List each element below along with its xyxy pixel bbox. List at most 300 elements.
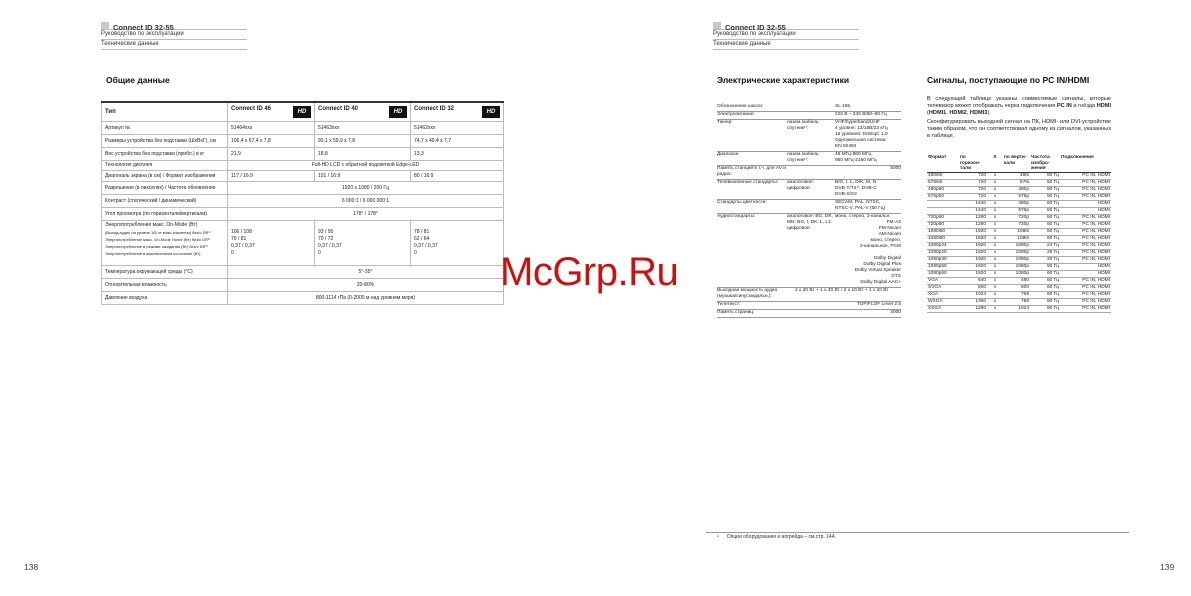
signals-row [927, 186, 1111, 193]
signals-cell: x [987, 172, 1003, 179]
signals-cell: x [987, 298, 1003, 305]
signals-cell: PC IN, HDMI [1060, 235, 1111, 242]
column-header-model [228, 102, 315, 122]
signals-cell: 1280 [959, 221, 987, 228]
signals-connector-name: HDMI3 [969, 110, 988, 116]
signals-cell: 1080p [1003, 270, 1030, 277]
row-value-line: 106 / 108 [231, 229, 252, 235]
signals-cell: 720p60 [927, 221, 959, 228]
signals-cell [927, 200, 959, 207]
row-value-line: 0 [318, 250, 321, 256]
signals-cell: HDMI [1060, 263, 1111, 270]
electrical-value-line: B/G, I, L, D/K, M, N [835, 180, 877, 185]
column-header-label: Тип [105, 108, 116, 115]
row-value: 51462xxx [411, 122, 504, 135]
signals-cell [927, 207, 959, 214]
signals-cell: 720 [959, 193, 987, 200]
row-value-span: 800-1114 гПа (0-2000 м над уровнем моря) [228, 292, 504, 305]
electrical-value-line: SECAM, PAL, NTSC, [835, 200, 881, 205]
signals-cell: x [987, 235, 1003, 242]
electrical-label: Аудиостандарты: [717, 214, 756, 219]
electrical-value [835, 310, 901, 316]
electrical-value-line: 2 x 20 Вт + 1 x 40 Вт / 2 x 10 Вт + 1 x 20 Вт [795, 288, 889, 293]
table-row [102, 279, 504, 292]
signals-row [927, 284, 1111, 291]
signals-cell: 50 Гц [1030, 193, 1060, 200]
row-value [411, 221, 504, 266]
electrical-value-line: Dolby Virtual Speaker [854, 268, 901, 273]
table-row [102, 182, 504, 195]
footnote-text: Опции оборудования и апгрейда – см.стр. 144. [726, 534, 836, 540]
signals-row [927, 242, 1111, 249]
electrical-value-line: EN 50494 [835, 144, 857, 149]
row-value-line: 62 / 64 [414, 236, 430, 242]
electrical-label: Обозначение шасси: [717, 104, 764, 109]
signals-text: , [946, 110, 950, 116]
signals-cell: 720p [1003, 221, 1030, 228]
row-value-span: 1920 x 1080 / 200 Гц [228, 182, 504, 195]
signals-cell: 1280 [959, 214, 987, 221]
electrical-value-line: Одножильная система: [835, 138, 887, 143]
footnote [717, 534, 836, 540]
signals-cell: 1360 [959, 298, 987, 305]
electrical-value-line: моно, стерео, 2-канальн. [835, 214, 891, 219]
signals-cell: 50 Гц [1030, 214, 1060, 221]
signals-cell: 720p50 [927, 214, 959, 221]
signals-cell: 480 [1003, 277, 1030, 284]
signals-cell: 1024 [959, 291, 987, 298]
electrical-label: Выходная мощность аудио (музыка/синусоидальн.): [717, 288, 778, 299]
row-value: 74,7 x 49,4 x 7,7 [411, 135, 504, 148]
signals-cell: 576p [1003, 207, 1030, 214]
electrical-value [835, 104, 901, 110]
signals-cell: 720p [1003, 214, 1030, 221]
row-value-span: 178° / 178° [228, 208, 504, 221]
row-label: Относительная влажность [102, 279, 228, 292]
signals-cell: 480p [1003, 186, 1030, 193]
general-data-table [101, 101, 504, 305]
signals-cell: PC IN, HDMI [1060, 179, 1111, 186]
signals-row [927, 256, 1111, 263]
signals-row [927, 305, 1111, 312]
row-value: 117 / 16:9 [228, 171, 315, 182]
signals-cell: x [987, 242, 1003, 249]
electrical-value-line: моно, стерео, [870, 238, 901, 243]
row-value-line [231, 222, 311, 229]
signals-cell: 1440 [959, 200, 987, 207]
signals-cell: 50 Гц [1030, 228, 1060, 235]
left-header [101, 17, 247, 59]
left-section-title: Общие данные [106, 75, 170, 85]
signals-cell: 1080p [1003, 249, 1030, 256]
electrical-value-line: 5000 [890, 166, 901, 171]
footnote-mark: ¹⁾ [717, 534, 720, 539]
row-label: Технология дисплея [102, 161, 228, 171]
signals-cell: PC IN, HDMI [1060, 249, 1111, 256]
signals-cell: x [987, 249, 1003, 256]
electrical-value [835, 200, 901, 212]
signals-cell: 60 Гц [1030, 298, 1060, 305]
signals-cell: 1080p24 [927, 242, 959, 249]
signals-row [927, 235, 1111, 242]
table-header-row [102, 102, 504, 122]
column-header-model [315, 102, 411, 122]
row-value: 21,9 [228, 148, 315, 161]
signals-row [927, 277, 1111, 284]
row-value: 80 / 16:9 [411, 171, 504, 182]
signals-text: ( [927, 110, 929, 116]
signals-cell: PC IN, HDMI [1060, 298, 1111, 305]
table-row [102, 221, 504, 266]
row-value-line: 79 / 81 [231, 236, 247, 242]
signals-cell: 60 Гц [1030, 186, 1060, 193]
electrical-value-line: FM-A2 [886, 220, 901, 225]
signals-cell: 50 Гц [1030, 207, 1060, 214]
signals-cell: x [987, 263, 1003, 270]
electrical-value [835, 302, 901, 308]
signals-intro [927, 96, 1111, 140]
table-row [102, 292, 504, 305]
row-value-line: 0,37 / 0,37 [414, 243, 438, 249]
right-header-line-2: Технические данные [713, 39, 859, 49]
signals-cell: PC IN, HDMI [1060, 242, 1111, 249]
signals-cell: 60 Гц [1030, 200, 1060, 207]
signals-cell: PC IN, HDMI [1060, 221, 1111, 228]
electrical-value [795, 288, 901, 294]
signals-column-header: Подключение [1060, 155, 1111, 172]
signals-cell: 576i50 [927, 179, 959, 186]
signals-cell: 1080p60 [927, 270, 959, 277]
electrical-value [835, 112, 901, 118]
electrical-value-line: 2-канальное, PCM [859, 244, 901, 249]
signals-cell: 1920 [959, 270, 987, 277]
signals-cell: 480p60 [927, 186, 959, 193]
signals-row [927, 291, 1111, 298]
electrical-sublabel: назем./кабель: спутник¹⁾: [787, 120, 820, 131]
row-value: 18,8 [315, 148, 411, 161]
row-label: Давление воздуха [102, 292, 228, 305]
signals-row [927, 263, 1111, 270]
row-label: Угол просмотра (по горизонтали/вертикали) [102, 208, 228, 221]
row-label-line: (Выход аудио на уровне 1/8 от макс.значения) без/с DR¹⁾ [105, 230, 211, 235]
row-value-line: 70 / 72 [318, 236, 334, 242]
table-row [102, 161, 504, 171]
signals-cell: x [987, 277, 1003, 284]
signals-column-header: X [987, 155, 1003, 172]
right-header-title: Connect ID 32-55 [725, 23, 786, 32]
signals-cell: SXGA [927, 305, 959, 312]
hd-logo-icon: HD [482, 106, 500, 118]
left-header-title-row [101, 17, 247, 32]
signals-cell: PC IN, HDMI [1060, 284, 1111, 291]
signals-column-header: по горизон-тали [959, 155, 987, 172]
table-row [102, 122, 504, 135]
signals-cell: 60 Гц [1030, 291, 1060, 298]
row-value-span: 20-80% [228, 279, 504, 292]
electrical-value [835, 166, 901, 172]
signals-text: ). [987, 110, 991, 116]
signals-row [927, 200, 1111, 207]
electrical-value-line: FM-Nicam [878, 226, 901, 231]
electrical-value-line: Dolby Digital Plus [863, 262, 901, 267]
signals-text: В следующей таблице указаны совместимые сигналы, которые телевизор может отображать через подключения [927, 96, 1111, 109]
signals-table [927, 155, 1111, 313]
electrical-label: Диапазон: [717, 152, 740, 157]
signals-cell: 1080i50 [927, 228, 959, 235]
electrical-value [835, 214, 901, 286]
signals-row [927, 249, 1111, 256]
signals-cell: x [987, 305, 1003, 312]
row-value-line [414, 222, 500, 229]
signals-cell: 1920 [959, 263, 987, 270]
signals-cell: x [987, 291, 1003, 298]
header-square-icon [713, 22, 721, 29]
signals-cell: x [987, 221, 1003, 228]
signals-cell: 1920 [959, 242, 987, 249]
signals-paragraph-1 [927, 96, 1111, 117]
column-header-model [411, 102, 504, 122]
signals-header-row [927, 155, 1111, 172]
signals-cell: 1920 [959, 235, 987, 242]
signals-cell: x [987, 284, 1003, 291]
signals-cell: PC IN, HDMI [1060, 172, 1111, 179]
electrical-table [717, 104, 901, 354]
electrical-value-line: 950 МГц-2150 МГц [835, 158, 877, 163]
signals-cell: 1080p25 [927, 249, 959, 256]
signals-connector-name: HDMI1 [928, 110, 947, 116]
signals-cell: PC IN, HDMI [1060, 256, 1111, 263]
electrical-value-line: 2000 [890, 310, 901, 315]
signals-row [927, 221, 1111, 228]
signals-cell: PC IN, HDMI [1060, 228, 1111, 235]
signals-cell: 480p [1003, 200, 1030, 207]
electrical-value [835, 120, 901, 150]
electrical-sublabel: назем./кабель: спутник¹⁾: [787, 152, 820, 163]
row-label-line: Энергопотребление макс. On-Mode (Вт) [105, 222, 198, 228]
watermark: McGrp.Ru [500, 250, 679, 294]
signals-cell: 576p [1003, 193, 1030, 200]
left-header-line-2: Технические данные [101, 39, 247, 49]
header-square-icon [101, 22, 109, 29]
signals-cell: x [987, 179, 1003, 186]
electrical-value-line: DTS [891, 274, 901, 279]
electrical-value-line: Dolby Digital AAC+ [860, 280, 901, 285]
table-row [102, 171, 504, 182]
signals-cell: 720 [959, 172, 987, 179]
electrical-value-line: 220 В – 240 В/50–60 Гц [835, 112, 887, 117]
signals-cell: 1080p [1003, 242, 1030, 249]
footnote-rule [706, 532, 1129, 533]
row-label: Вес устройства без подставки (прибл.) в кг [102, 148, 228, 161]
signals-cell: 1080i [1003, 235, 1030, 242]
row-label: Размеры устройства без подставки (ШхВхГ), см [102, 135, 228, 148]
row-value-span: 6 000:1 / 6 000 000:1 [228, 195, 504, 208]
right-page-number: 139 [1160, 562, 1175, 572]
signals-cell: 1080i [1003, 228, 1030, 235]
signals-cell: 720 [959, 179, 987, 186]
column-header-label: Connect ID 46 [231, 106, 272, 112]
row-value-line: 93 / 95 [318, 229, 334, 235]
electrical-value-line: NTSC-V, PAL-V (60 Гц) [835, 206, 886, 211]
signals-cell: 25 Гц [1030, 249, 1060, 256]
electrical-value-line: 4 уровня: 13/18В/22 кГц [835, 126, 888, 131]
row-value: 51463xxx [315, 122, 411, 135]
signals-cell: x [987, 207, 1003, 214]
electrical-label: Телевизионные стандарты: [717, 180, 779, 185]
column-header-type [102, 102, 228, 122]
electrical-label: Память станций в т.ч. для AV и радио: [717, 166, 786, 177]
signals-cell: 600 [1003, 284, 1030, 291]
row-label: Разрешение (в пикселях) / Частота обновления [102, 182, 228, 195]
electrical-label: Тюнер: [717, 120, 733, 125]
signals-cell: 576p50 [927, 193, 959, 200]
row-label: Контраст (статический / динамический) [102, 195, 228, 208]
signals-cell: PC IN, HDMI [1060, 214, 1111, 221]
signals-text: и гнёзда [1071, 103, 1097, 109]
signals-cell: 480i60 [927, 172, 959, 179]
signals-cell: 1080p50 [927, 263, 959, 270]
signals-cell: 576i [1003, 179, 1030, 186]
electrical-title: Электрические характеристики [717, 75, 850, 85]
electrical-row-divider [717, 317, 901, 318]
signals-column-header: по верти-кали [1003, 155, 1030, 172]
signals-cell: PC IN, HDMI [1060, 291, 1111, 298]
electrical-label: Память страниц: [717, 310, 755, 315]
row-value-line [318, 222, 407, 229]
signals-cell: x [987, 214, 1003, 221]
column-header-label: Connect ID 32 [414, 106, 455, 112]
electrical-value-line: SL 155 [835, 104, 851, 109]
electrical-label: Телетекст: [717, 302, 741, 307]
signals-cell: 1280 [959, 305, 987, 312]
signals-cell: x [987, 256, 1003, 263]
electrical-value-line: DVB-T/T2¹⁾, DVB-C [835, 186, 877, 191]
signals-cell: 60 Гц [1030, 305, 1060, 312]
signals-connector-name: HDMI [1096, 103, 1112, 109]
left-page-number: 138 [24, 562, 39, 572]
signals-cell: x [987, 193, 1003, 200]
signals-cell: 640 [959, 277, 987, 284]
row-label-line: Энергопотребление макс. On-Mode Home (Вт) без/с DR¹⁾ [105, 237, 211, 242]
signals-cell: WXGA [927, 298, 959, 305]
row-label [102, 221, 228, 266]
signals-cell: 60 Гц [1030, 270, 1060, 277]
signals-cell: 60 Гц [1030, 221, 1060, 228]
signals-cell: 24 Гц [1030, 242, 1060, 249]
hd-logo-icon: HD [389, 106, 407, 118]
signals-cell: 800 [959, 284, 987, 291]
signals-cell: 50 Гц [1030, 179, 1060, 186]
signals-cell: HDMI [1060, 207, 1111, 214]
signals-cell: XGA [927, 291, 959, 298]
row-value-line: 0 [231, 250, 234, 256]
signals-column-header: Формат [927, 155, 959, 172]
row-value [315, 221, 411, 266]
signals-cell: 1080i60 [927, 235, 959, 242]
signals-row [927, 193, 1111, 200]
electrical-value-line: VHF/hyperband/UHF [835, 120, 880, 125]
signals-title: Сигналы, поступающие по PC IN/HDMI [927, 75, 1090, 85]
electrical-label: Стандарты цветности: [717, 200, 767, 205]
signals-cell: 1024 [1003, 305, 1030, 312]
signals-cell: VGA [927, 277, 959, 284]
electrical-label: Электропитание: [717, 112, 755, 117]
right-header [713, 17, 859, 59]
row-value [228, 221, 315, 266]
row-value: 13,3 [411, 148, 504, 161]
signals-cell: PC IN, HDMI [1060, 193, 1111, 200]
row-value-span: 5°-35° [228, 266, 504, 279]
table-row [102, 195, 504, 208]
signals-text: , [966, 110, 970, 116]
signals-row [927, 298, 1111, 305]
electrical-value [835, 152, 901, 164]
signals-cell: 1080p [1003, 263, 1030, 270]
signals-cell: 1440 [959, 207, 987, 214]
row-label-line: Энергопотребление в режиме ожидания (Вт) без/с DR¹⁾ [105, 244, 208, 249]
table-row [102, 208, 504, 221]
electrical-value-line: AM-Nicam [878, 232, 901, 237]
table-row [102, 266, 504, 279]
signals-cell: 30 Гц [1030, 256, 1060, 263]
signals-cell: 1080p [1003, 256, 1030, 263]
signals-cell: PC IN, HDMI [1060, 305, 1111, 312]
row-value-line: 0 [414, 250, 417, 256]
left-header-line-1: Руководство по эксплуатации [101, 29, 247, 39]
signals-row [927, 270, 1111, 277]
signals-connector-name: HDMI2 [949, 110, 967, 116]
signals-cell: 1920 [959, 249, 987, 256]
signals-table-wrap [927, 155, 1111, 313]
left-header-line-3 [101, 49, 247, 59]
signals-cell: PC IN, HDMI [1060, 186, 1111, 193]
right-header-line-3 [713, 49, 859, 59]
electrical-sublabel: аналоговое: цифровое: [787, 180, 814, 191]
signals-cell: x [987, 228, 1003, 235]
signals-cell: 768 [1003, 298, 1030, 305]
electrical-value-line: TOP/FLOF Level 2.5 [856, 302, 901, 307]
signals-cell: 1920 [959, 228, 987, 235]
column-header-label: Connect ID 40 [318, 106, 359, 112]
signals-cell: x [987, 200, 1003, 207]
signals-row [927, 207, 1111, 214]
signals-row [927, 228, 1111, 235]
electrical-value [835, 180, 901, 198]
signals-cell: x [987, 270, 1003, 277]
signals-cell: 480i [1003, 172, 1030, 179]
signals-cell: 50 Гц [1030, 263, 1060, 270]
general-table [101, 101, 504, 305]
electrical-sublabel: аналоговое: BG, DK, MN: BG, I, DK: L, L1: цифровое: [787, 214, 833, 231]
row-value-span: Full-HD LCD с обратной подсветкой Edge-LED [228, 161, 504, 171]
electrical-value-line: 45 МГц-860 МГц [835, 152, 872, 157]
signals-cell: 1920 [959, 256, 987, 263]
row-value: 93,1 x 59,9 x 7,8 [315, 135, 411, 148]
signals-row [927, 214, 1111, 221]
signals-cell: 60 Гц [1030, 235, 1060, 242]
row-value-line: 0,37 / 0,37 [318, 243, 342, 249]
row-label: Артикул № [102, 122, 228, 135]
signals-connector-name: PC IN [1056, 103, 1072, 109]
table-row [102, 148, 504, 161]
row-value: 51464xxx [228, 122, 315, 135]
electrical-value-line: DVB-S/S2 [835, 192, 857, 197]
signals-column-header: Частота изобра-жения [1030, 155, 1060, 172]
right-header-line-1: Руководство по эксплуатации [713, 29, 859, 39]
signals-row [927, 172, 1111, 179]
row-value: 101 / 16:9 [315, 171, 411, 182]
left-header-title: Connect ID 32-55 [113, 23, 174, 32]
